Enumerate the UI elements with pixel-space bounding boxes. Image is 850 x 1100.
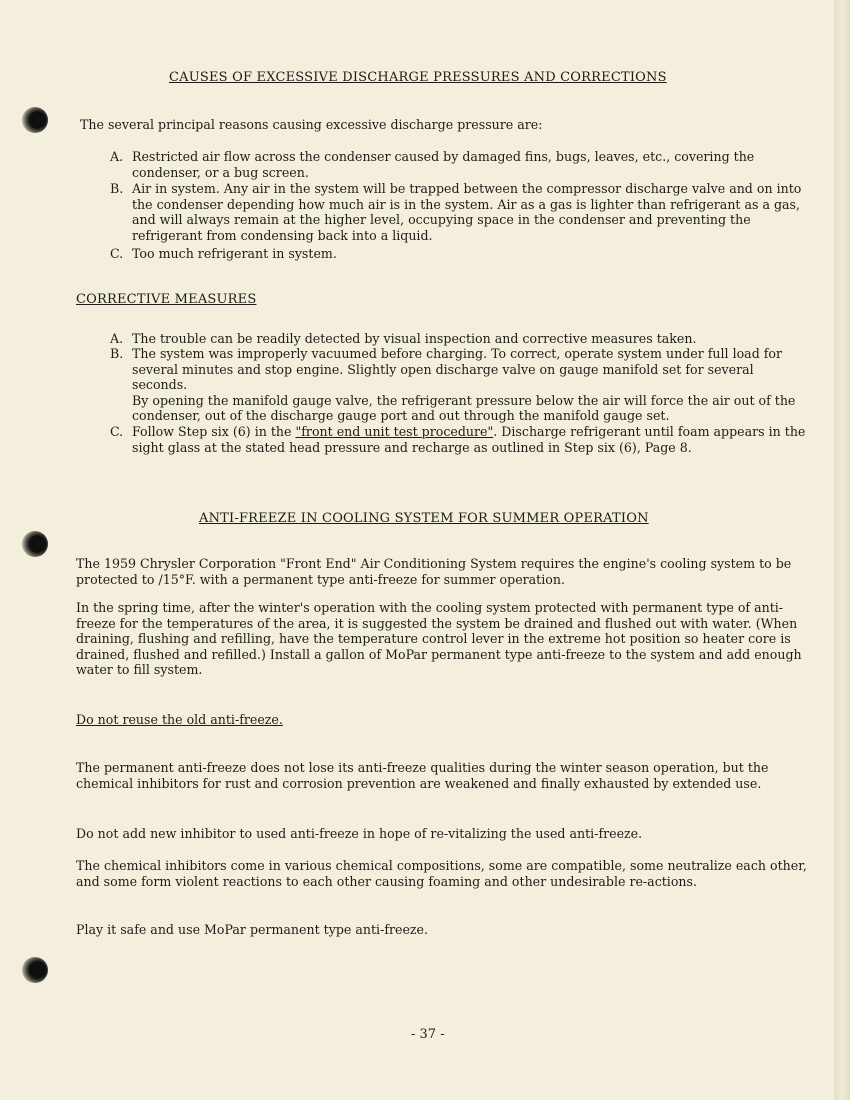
cause-a	[110, 149, 810, 180]
measure-c-text	[110, 424, 810, 455]
page-edge	[834, 0, 850, 1100]
measure-b-text-2: By opening the manifold gauge valve, the refrigerant pressure below the air will force the air out of the condenser, out of the discharge gauge port and out through the manifold gauge set.	[132, 392, 796, 424]
heading-causes: CAUSES OF EXCESSIVE DISCHARGE PRESSURES AND CORRECTIONS	[169, 70, 667, 85]
measure-c-post: . Discharge refrigerant until foam appears in the sight glass at the stated head pressure and recharge as outlined in Step six (6), Page 8.	[132, 424, 806, 455]
paragraph-requirement: The 1959 Chrysler Corporation "Front End" Air Conditioning System requires the engine's cooling system to be protected to /15°F. with a permanent type anti-freeze for summer operation.	[76, 556, 792, 587]
warning-no-reuse: Do not reuse the old anti-freeze.	[76, 712, 283, 727]
paragraph-inhibitors: The permanent anti-freeze does not lose its anti-freeze qualities during the winter season operation, but the chemical inhibitors for rust and corrosion prevention are weakened and finally exhausted by extended use.	[76, 760, 769, 791]
measure-a-label: A.	[110, 331, 124, 346]
procedure-reference: "front end unit test procedure"	[295, 424, 494, 439]
cause-b	[110, 181, 810, 243]
cause-c	[110, 246, 810, 262]
cause-c-text: Too much refrigerant in system.	[132, 246, 337, 261]
heading-corrective: CORRECTIVE MEASURES	[76, 292, 257, 307]
paragraph-compositions: The chemical inhibitors come in various chemical compositions, some are compatible, some neutralize each other, and some form violent reactions to each other causing foaming and other undesirable re-actions.	[76, 858, 807, 889]
heading-anti-freeze: ANTI-FREEZE IN COOLING SYSTEM FOR SUMMER OPERATION	[199, 511, 649, 526]
cause-c-label: C.	[110, 246, 124, 261]
measure-a	[110, 331, 810, 347]
binder-hole-bottom	[22, 957, 48, 983]
cause-b-text: Air in system. Any air in the system will be trapped between the compressor discharge valve and on into the condenser depending how much air is in the system. Air as a gas is lighter than refrigerant as a gas, and will always remain at the higher level, occupying space in the condenser and preventing the refrigerant from condensing back into a liquid.	[132, 181, 802, 243]
measure-b-label: B.	[110, 346, 124, 361]
cause-a-label: A.	[110, 149, 124, 164]
paragraph-play-safe: Play it safe and use MoPar permanent type anti-freeze.	[76, 922, 428, 937]
measure-b	[110, 346, 810, 424]
paragraph-no-new-inhibitor: Do not add new inhibitor to used anti-freeze in hope of re-vitalizing the used anti-freeze.	[76, 826, 643, 841]
measure-a-text: The trouble can be readily detected by visual inspection and corrective measures taken.	[132, 331, 697, 346]
measure-c-pre: Follow Step six (6) in the	[132, 424, 296, 439]
intro-text: The several principal reasons causing excessive discharge pressure are:	[80, 117, 543, 132]
measure-c-label: C.	[110, 424, 124, 439]
paragraph-spring-service: In the spring time, after the winter's operation with the cooling system protected with permanent type of anti-freeze for the temperatures of the area, it is suggested the system be drained and flushed out with water. (When draining, flushing and refilling, have the temperature control lever in the extreme hot position so heater core is drained, flushed and refilled.) Install a gallon of MoPar permanent type anti-freeze to the system and add enough water to fill system.	[76, 600, 802, 678]
binder-hole-middle	[22, 531, 48, 557]
measure-c	[110, 424, 810, 455]
measure-b-text: The system was improperly vacuumed before charging. To correct, operate system under full load for several minutes and stop engine. Slightly open discharge valve on gauge manifold set for several seconds.	[132, 346, 783, 393]
page-number: - 37 -	[411, 1027, 445, 1042]
binder-hole-top	[22, 107, 48, 133]
cause-b-label: B.	[110, 181, 124, 196]
cause-a-text: Restricted air flow across the condenser caused by damaged fins, bugs, leaves, etc., covering the condenser, or a bug screen.	[132, 149, 755, 180]
